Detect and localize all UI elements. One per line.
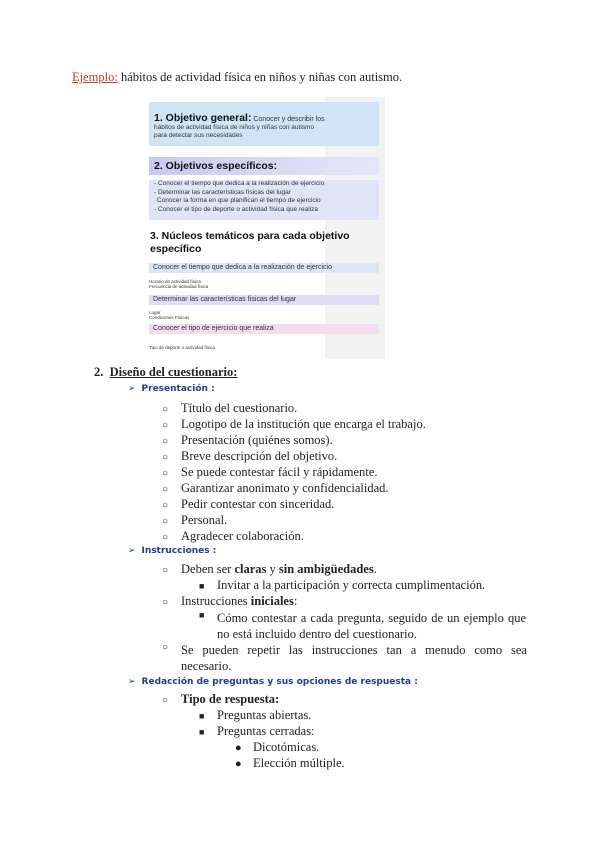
list-item: ○ Presentación (quiénes somos). (162, 433, 333, 447)
general-objective-box (149, 102, 379, 146)
list-item: ○ Se puede contestar fácil y rápidamente. (162, 465, 378, 479)
thematic-sub-1: Horario de actividad física Frecuencia de actividad física (149, 279, 209, 289)
thematic-bar-3: Conocer el tipo de ejercicio que realiza (149, 324, 379, 334)
list-item: ● Dicotómicas. (235, 740, 320, 754)
list-item: ○ Título del cuestionario. (162, 401, 298, 415)
arrow-icon: ➢ (128, 546, 136, 556)
list-item: ○ Logotipo de la institución que encarga el trabajo. (162, 417, 426, 431)
circle-bullet-icon: ○ (162, 500, 169, 511)
list-item: ○ Se pueden repetir las instrucciones tan a menudo como sea necesario. (162, 642, 527, 673)
circle-bullet-icon: ○ (162, 484, 169, 495)
square-bullet-icon: ■ (199, 610, 205, 620)
circle-bullet-icon: ○ (162, 452, 169, 463)
specific-objectives-list: - Conocer el tiempo que dedica a la realización de ejercicio - Determinar las características físicas del lugar Conocer la forma en que planifican el tiempo de ejercicio - Conocer el tipo de deporte o actividad física que realiza (149, 180, 379, 220)
square-bullet-icon: ■ (199, 581, 205, 591)
circle-bullet-icon: ○ (162, 597, 169, 608)
thematic-sub-3: Tipo de deporte o actividad física (149, 345, 215, 350)
circle-bullet-icon: ○ (162, 468, 169, 479)
dot-bullet-icon: ● (235, 758, 242, 770)
square-bullet-icon: ■ (199, 727, 205, 737)
section-heading: 2. Diseño del cuestionario: (94, 365, 238, 379)
circle-bullet-icon: ○ (162, 420, 169, 431)
general-objective-title: 1. Objetivo general: Conocer y describir los (154, 112, 325, 124)
intro-label: Ejemplo: (72, 70, 118, 84)
presentacion-heading: ➢ Presentación : (128, 384, 215, 394)
list-item: ○ Agradecer colaboración. (162, 529, 304, 543)
square-bullet-icon: ■ (199, 711, 205, 721)
circle-bullet-icon: ○ (162, 436, 169, 447)
redaccion-heading: ➢ Redacción de preguntas y sus opciones de respuesta : (128, 677, 418, 687)
list-item: ○ Pedir contestar con sinceridad. (162, 497, 335, 511)
list-item: ○ Tipo de respuesta: (162, 692, 280, 706)
specific-objectives-header: 2. Objetivos específicos: (149, 157, 379, 175)
list-item: ○ Personal. (162, 513, 228, 527)
circle-bullet-icon: ○ (162, 516, 169, 527)
list-item: ○ Instrucciones iniciales: (162, 594, 298, 608)
dot-bullet-icon: ● (235, 742, 242, 754)
list-item: ■ Invitar a la participación y correcta cumplimentación. (199, 578, 486, 592)
list-item: ■ Preguntas cerradas: (199, 724, 315, 738)
list-item: ○ Garantizar anonimato y confidencialidad. (162, 481, 389, 495)
arrow-icon: ➢ (128, 677, 136, 687)
arrow-icon: ➢ (128, 384, 136, 394)
list-item: ● Elección múltiple. (235, 756, 345, 770)
circle-bullet-icon: ○ (162, 642, 169, 653)
instrucciones-heading: ➢ Instrucciones : (128, 546, 217, 556)
list-item: ■ Cómo contestar a cada pregunta, seguido de un ejemplo que no está incluido dentro del cuestionario. (199, 610, 526, 641)
general-objective-line: para detectar sus necesidades (154, 132, 243, 139)
circle-bullet-icon: ○ (162, 532, 169, 543)
circle-bullet-icon: ○ (162, 404, 169, 415)
circle-bullet-icon: ○ (162, 695, 169, 706)
example-figure (142, 97, 385, 359)
intro-line (72, 70, 402, 85)
list-item: ■ Preguntas abiertas. (199, 708, 312, 722)
circle-bullet-icon: ○ (162, 565, 169, 576)
intro-text: hábitos de actividad física en niños y niñas con autismo. (117, 70, 403, 84)
list-item: ○ Deben ser claras y sin ambigüedades. (162, 562, 377, 576)
thematic-nuclei-title: 3. Núcleos temáticos para cada objetivo específico (150, 230, 350, 255)
general-objective-line: hábitos de actividad física de niños y niñas con autismo (154, 124, 315, 131)
thematic-bar-2: Determinar las características físicas del lugar (149, 295, 379, 305)
thematic-bar-1: Conocer el tiempo que dedica a la realización de ejercicio (149, 263, 379, 273)
thematic-sub-2: Lugar Condiciones Físicas (149, 310, 190, 320)
list-item: ○ Breve descripción del objetivo. (162, 449, 338, 463)
